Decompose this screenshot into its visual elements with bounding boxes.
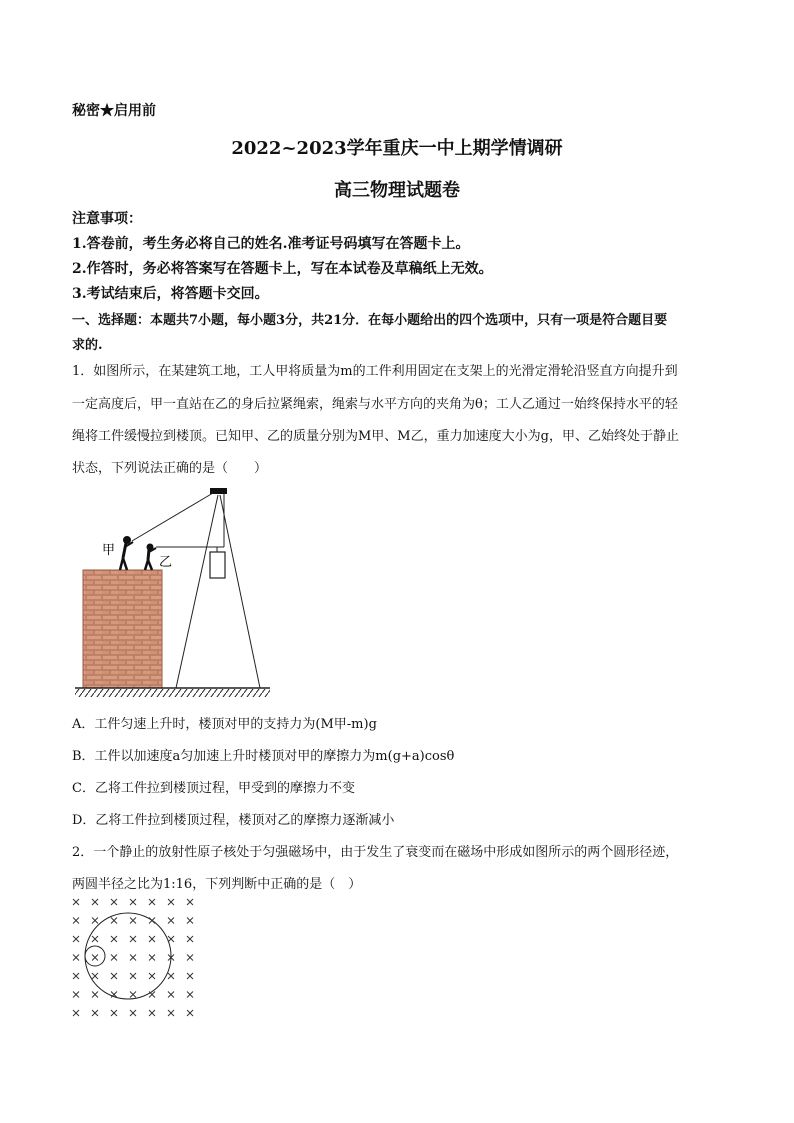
support-leg (220, 495, 260, 688)
section-heading: 一、选择题：本题共7小题，每小题3分，共21分．在每小题给出的四个选项中，只有一项是符合题目要 (72, 313, 668, 328)
field-mark (92, 992, 98, 998)
field-mark (149, 955, 155, 961)
field-mark (187, 992, 193, 998)
field-mark (187, 973, 193, 979)
field-mark (92, 936, 98, 942)
field-mark (73, 973, 79, 979)
option-a: A．工件匀速上升时，楼顶对甲的支持力为(M甲-m)g (72, 717, 377, 732)
field-mark (92, 955, 98, 961)
workpiece (210, 552, 225, 578)
field-mark (130, 936, 136, 942)
exam-title: 2022~2023学年重庆一中上期学情调研 (231, 138, 563, 159)
support-leg (176, 495, 218, 688)
exam-subtitle: 高三物理试题卷 (334, 180, 460, 201)
question-text: 1．如图所示，在某建筑工地，工人甲将质量为m的工件利用固定在支架上的光滑定滑轮沿竖直方向提升到 (72, 364, 678, 379)
field-mark (111, 918, 117, 924)
q2-figure (68, 893, 200, 1018)
notice-item: 2.作答时，务必将答案写在答题卡上，写在本试卷及草稿纸上无效。 (72, 261, 493, 277)
field-mark (73, 955, 79, 961)
question-text: 一定高度后，甲一直站在乙的身后拉紧绳索，绳索与水平方向的夹角为θ；工人乙通过一始终保持水平的轻 (72, 397, 678, 412)
label-yi: 乙 (159, 555, 173, 570)
field-mark (111, 973, 117, 979)
option-b: B．工件以加速度a匀加速上升时楼顶对甲的摩擦力为m(g+a)cosθ (72, 749, 455, 764)
field-mark (149, 936, 155, 942)
field-mark (130, 955, 136, 961)
field-mark (187, 918, 193, 924)
question-text: 绳将工件缓慢拉到楼顶。已知甲、乙的质量分别为M甲、M乙，重力加速度大小为g，甲、乙始终处于静止 (72, 429, 679, 444)
field-mark (168, 1010, 174, 1016)
field-mark (149, 1010, 155, 1016)
label-jia: 甲 (102, 543, 116, 558)
field-mark (92, 899, 98, 905)
field-mark (149, 918, 155, 924)
brick-building (83, 570, 162, 688)
field-mark (130, 992, 136, 998)
option-c: C．乙将工件拉到楼顶过程，甲受到的摩擦力不变 (72, 781, 355, 796)
field-mark (73, 936, 79, 942)
question-text: 两圆半径之比为1:16，下列判断中正确的是（ ） (72, 877, 362, 892)
field-mark (130, 918, 136, 924)
option-d: D．乙将工件拉到楼顶过程，楼顶对乙的摩擦力逐渐减小 (72, 813, 395, 828)
field-mark (73, 899, 79, 905)
field-mark (168, 918, 174, 924)
field-mark (92, 973, 98, 979)
ground-hatch (75, 689, 270, 697)
field-mark (187, 899, 193, 905)
notice-item: 1.答卷前，考生务必将自己的姓名.准考证号码填写在答题卡上。 (72, 236, 470, 252)
small-track (85, 946, 105, 966)
secret-label: 秘密★启用前 (72, 103, 156, 119)
field-mark (187, 936, 193, 942)
field-mark (73, 992, 79, 998)
notice-item: 3.考试结束后，将答题卡交回。 (72, 286, 269, 302)
question-text: 状态，下列说法正确的是（ ） (72, 461, 268, 476)
field-mark (168, 992, 174, 998)
field-mark (187, 1010, 193, 1016)
field-mark (111, 1010, 117, 1016)
field-mark (130, 899, 136, 905)
field-mark (92, 1010, 98, 1016)
q1-figure (70, 485, 280, 700)
field-mark (149, 899, 155, 905)
field-mark (111, 955, 117, 961)
field-mark (130, 973, 136, 979)
large-track (85, 913, 171, 999)
field-mark (168, 899, 174, 905)
field-mark (168, 936, 174, 942)
field-mark (130, 1010, 136, 1016)
field-mark (92, 918, 98, 924)
field-mark (187, 955, 193, 961)
field-mark (73, 918, 79, 924)
field-mark (111, 899, 117, 905)
field-mark (168, 973, 174, 979)
rope-jia (132, 493, 213, 541)
question-text: 2．一个静止的放射性原子核处于匀强磁场中，由于发生了衰变而在磁场中形成如图所示的两个圆形径迹， (72, 845, 679, 860)
worker-jia (120, 537, 133, 571)
notice-heading: 注意事项： (72, 211, 142, 227)
worker-yi (145, 544, 156, 570)
section-heading: 求的. (72, 338, 103, 353)
field-mark (149, 992, 155, 998)
field-mark (111, 936, 117, 942)
field-mark (149, 973, 155, 979)
field-mark (73, 1010, 79, 1016)
